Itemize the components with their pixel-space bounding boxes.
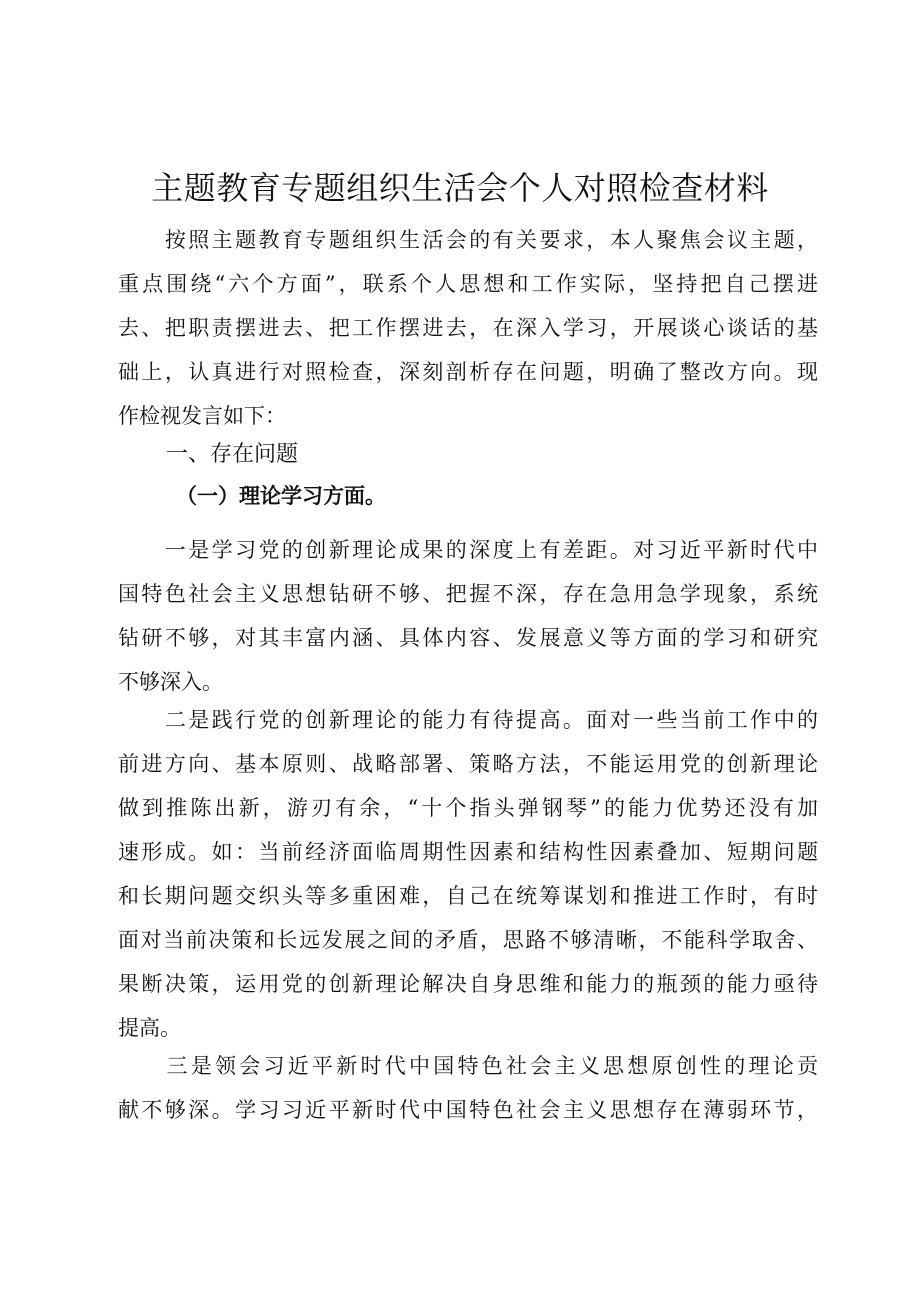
- section-heading: 一、存在问题: [166, 442, 299, 467]
- paragraph-line: 三是领会习近平新时代中国特色社会主义思想原创性的理论贡: [118, 1054, 818, 1078]
- paragraph-line: 二是践行党的创新理论的能力有待提高。面对一些当前工作中的: [118, 708, 818, 732]
- document-title: 主题教育专题组织生活会个人对照检查材料: [151, 169, 769, 207]
- paragraph-line: 速形成。如：当前经济面临周期性因素和结构性因素叠加、短期问题: [118, 840, 818, 864]
- paragraph-3: [118, 1044, 818, 1132]
- paragraph-line: 和长期问题交织头等多重困难，自己在统筹谋划和推进工作时，有时: [118, 884, 818, 908]
- paragraph-line: 础上，认真进行对照检查，深刻剖析存在问题，明确了整改方向。现: [118, 360, 818, 384]
- paragraph-line: 国特色社会主义思想钻研不够、把握不深，存在急用急学现象，系统: [118, 582, 818, 606]
- paragraph-line: 提高。: [118, 1016, 181, 1040]
- paragraph-line: 做到推陈出新，游刃有余，“十个指头弹钢琴”的能力优势还没有加: [118, 796, 818, 820]
- paragraph-line: 前进方向、基本原则、战略部署、策略方法，不能运用党的创新理论: [118, 752, 818, 776]
- paragraph-line: 献不够深。学习习近平新时代中国特色社会主义思想存在薄弱环节，: [118, 1098, 818, 1122]
- paragraph-line: 果断决策，运用党的创新理论解决自身思维和能力的瓶颈的能力亟待: [118, 972, 818, 996]
- paragraph-line: 作检视发言如下：: [118, 404, 286, 428]
- paragraph-1: [118, 528, 818, 704]
- intro-paragraph: [118, 218, 818, 438]
- subsection-heading: （一）理论学习方面。: [176, 483, 386, 508]
- paragraph-line: 不够深入。: [118, 670, 223, 694]
- paragraph-line: 重点围绕“六个方面”，联系个人思想和工作实际，坚持把自己摆进: [118, 272, 818, 296]
- paragraph-line: 一是学习党的创新理论成果的深度上有差距。对习近平新时代中: [118, 538, 818, 562]
- paragraph-line: 面对当前决策和长远发展之间的矛盾，思路不够清晰，不能科学取舍、: [118, 928, 818, 952]
- paragraph-line: 钻研不够，对其丰富内涵、具体内容、发展意义等方面的学习和研究: [118, 626, 818, 650]
- paragraph-2: [118, 698, 818, 1050]
- paragraph-line: 去、把职责摆进去、把工作摆进去，在深入学习，开展谈心谈话的基: [118, 316, 818, 340]
- paragraph-line: 按照主题教育专题组织生活会的有关要求，本人聚焦会议主题，: [118, 228, 818, 252]
